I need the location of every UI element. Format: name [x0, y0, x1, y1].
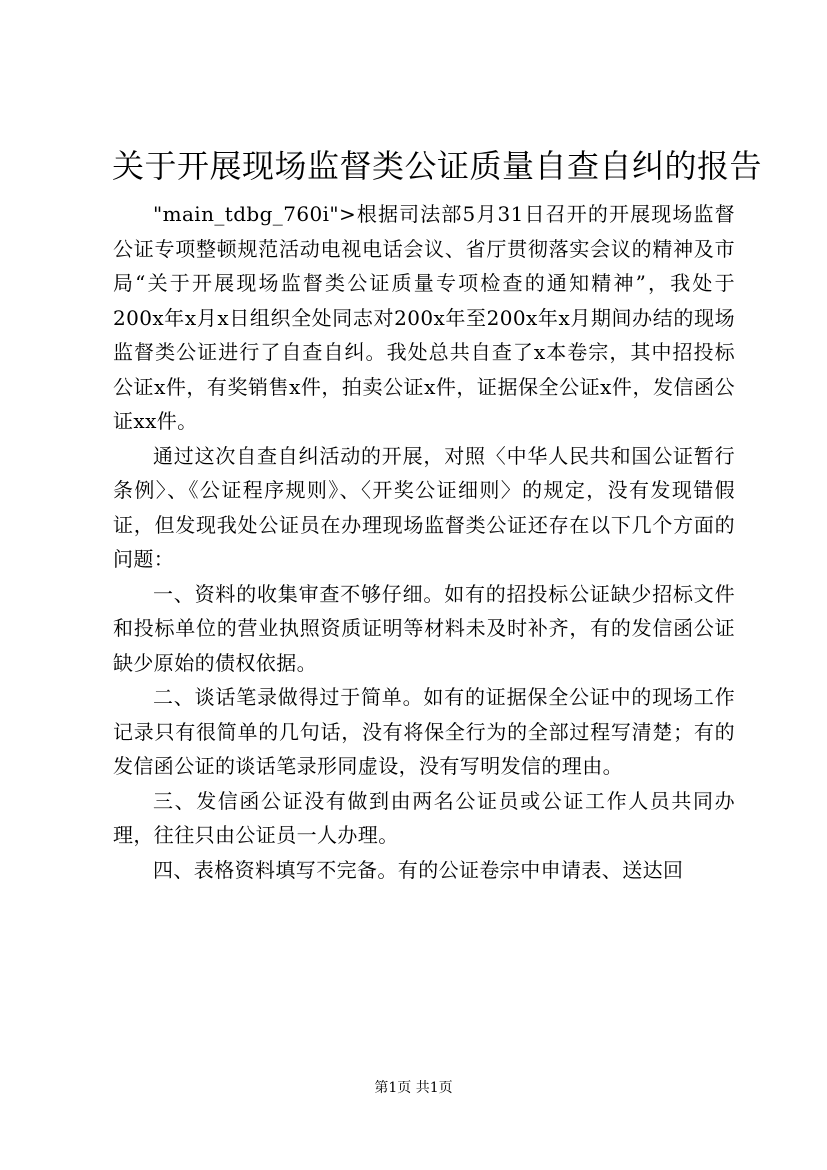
paragraph-intro: "main_tdbg_760i">根据司法部5月31日召开的开展现场监督公证专项整顿规范活动电视电话会议、省厅贯彻落实会议的精神及市局“关于开展现场监督类公证质量专项检查的通知精神”，我处于200x年x月x日组织全处同志对200x年至200x年x月期间办结的现场监督类公证进行了自查自纠。我处总共自查了x本卷宗，其中招投标公证x件，有奖销售x件，拍卖公证x件，证据保全公证x件，发信函公证xx件。: [113, 202, 735, 433]
paragraph-summary: 通过这次自查自纠活动的开展，对照〈中华人民共和国公证暂行条例〉、《公证程序规则》、〈开奖公证细则〉的规定，没有发现错假证，但发现我处公证员在办理现场监督类公证还存在以下几个方面的问题：: [113, 443, 735, 571]
page-footer: 第1页 共1页: [374, 1080, 453, 1096]
paragraph-issue-4: 四、表格资料填写不完备。有的公证卷宗中申请表、送达回: [153, 857, 684, 882]
document-body: [113, 197, 735, 887]
paragraph-issue-2: 二、谈话笔录做得过于简单。如有的证据保全公证中的现场工作记录只有很简单的几句话，没有将保全行为的全部过程写清楚；有的发信函公证的谈话笔录形同虚设，没有写明发信的理由。: [113, 685, 735, 778]
paragraph-issue-1: 一、资料的收集审查不够仔细。如有的招投标公证缺少招标文件和投标单位的营业执照资质证明等材料未及时补齐，有的发信函公证缺少原始的债权依据。: [113, 581, 735, 675]
document-title: 关于开展现场监督类公证质量自查自纠的报告: [112, 147, 763, 185]
paragraph-issue-3: 三、发信函公证没有做到由两名公证员或公证工作人员共同办理，往往只由公证员一人办理。: [113, 788, 735, 847]
